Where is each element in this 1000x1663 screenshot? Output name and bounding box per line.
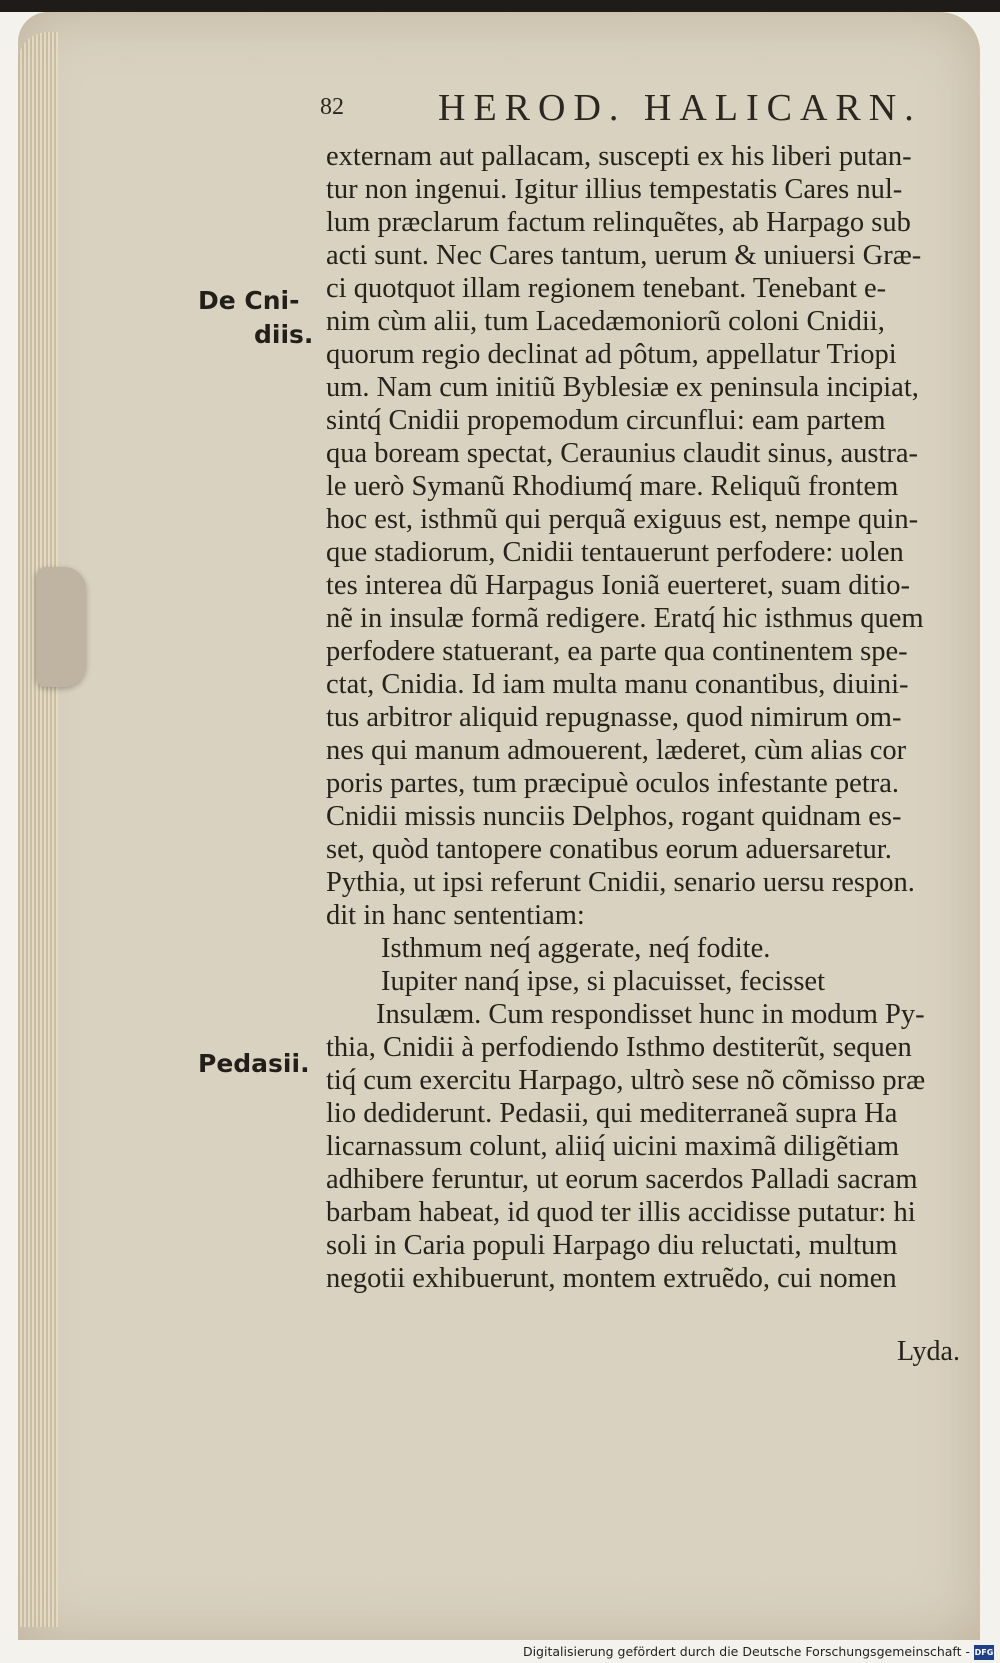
text-line: quorum regio declinat ad pôtum, appellatur Triopi bbox=[326, 339, 897, 370]
text-line: nes qui manum admouerent, læderet, cùm alias cor bbox=[326, 735, 907, 766]
text-line: adhibere feruntur, ut eorum sacerdos Palladi sacram bbox=[326, 1164, 918, 1195]
footer-credit: Digitalisierung gefördert durch die Deutsche Forschungsgemeinschaft - bbox=[522, 1644, 970, 1659]
text-line: perfodere statuerant, ea parte qua continentem spe- bbox=[326, 636, 908, 667]
running-head bbox=[320, 86, 940, 134]
text-line: nẽ in insulæ formã redigere. Eratq́ hic isthmus quem bbox=[326, 603, 924, 634]
margin-note-line: diis. bbox=[254, 319, 314, 349]
text-line: lio dediderunt. Pedasii, qui mediterraneã supra Ha bbox=[326, 1098, 898, 1129]
text-line: ci quotquot illam regionem tenebant. Tenebant e- bbox=[326, 273, 887, 304]
page-clip bbox=[36, 567, 86, 687]
digitization-footer bbox=[0, 1640, 1000, 1663]
main-text bbox=[326, 140, 966, 1295]
text-line: qua boream spectat, Ceraunius claudit sinus, austra- bbox=[326, 438, 918, 469]
text-line: le uerò Symanũ Rhodiumq́ mare. Reliquũ frontem bbox=[326, 471, 899, 502]
text-line: tiq́ cum exercitu Harpago, ultrò sese nõ cõmisso præ bbox=[326, 1065, 926, 1096]
verse-line: Isthmum neq́ aggerate, neq́ fodite. bbox=[381, 933, 771, 964]
text-line: licarnassum colunt, aliiq́ uicini maximã diligẽtiam bbox=[326, 1131, 900, 1162]
text-line: soli in Caria populi Harpago diu reluctati, multum bbox=[326, 1230, 898, 1261]
text-line: nim cùm alii, tum Lacedæmoniorũ coloni Cnidii, bbox=[326, 306, 885, 337]
text-line: negotii exhibuerunt, montem extruẽdo, cui nomen bbox=[326, 1263, 897, 1294]
margin-note-pedasii bbox=[198, 1047, 310, 1081]
margin-note-line: De Cni- bbox=[198, 286, 300, 315]
margin-note-line: Pedasii. bbox=[198, 1049, 310, 1078]
text-line: Insulæm. Cum respondisset hunc in modum Py- bbox=[376, 999, 925, 1030]
text-line: poris partes, tum præcipuè oculos infestante petra. bbox=[326, 768, 900, 799]
text-line: sintq́ Cnidii propemodum circunflui: eam partem bbox=[326, 405, 886, 436]
scan-top-edge bbox=[0, 0, 1000, 12]
catchword: Lyda. bbox=[897, 1336, 960, 1367]
text-line: dit in hanc sententiam: bbox=[326, 900, 585, 931]
text-line: um. Nam cum initiũ Byblesiæ ex peninsula incipiat, bbox=[326, 372, 919, 403]
text-line: acti sunt. Nec Cares tantum, uerum & uniuersi Græ- bbox=[326, 240, 922, 271]
text-line: barbam habeat, id quod ter illis accidisse putatur: hi bbox=[326, 1197, 916, 1228]
verse-line: Iupiter nanq́ ipse, si placuisset, fecisset bbox=[381, 966, 826, 997]
running-title: HEROD. HALICARN. bbox=[438, 87, 922, 129]
text-line: thia, Cnidii à perfodiendo Isthmo destiterũt, sequen bbox=[326, 1032, 912, 1063]
page-edges bbox=[18, 32, 58, 1627]
margin-note-cnidiis bbox=[198, 284, 313, 352]
text-line: que stadiorum, Cnidii tentauerunt perfodere: uolen bbox=[326, 537, 904, 568]
text-line: lum præclarum factum relinquẽtes, ab Harpago sub bbox=[326, 207, 911, 238]
text-line: Pythia, ut ipsi referunt Cnidii, senario uersu respon. bbox=[326, 867, 915, 898]
text-line: tes interea dũ Harpagus Ioniã euerteret, suam ditio- bbox=[326, 570, 911, 601]
page-number: 82 bbox=[320, 94, 344, 120]
text-line: tur non ingenui. Igitur illius tempestatis Cares nul- bbox=[326, 174, 903, 205]
text-line: tus arbitror aliquid repugnasse, quod nimirum om- bbox=[326, 702, 902, 733]
text-line: hoc est, isthmũ qui perquã exiguus est, nempe quin- bbox=[326, 504, 919, 535]
text-line: Cnidii missis nunciis Delphos, rogant quidnam es- bbox=[326, 801, 902, 832]
dfg-logo-icon: DFG bbox=[974, 1645, 994, 1660]
text-line: externam aut pallacam, suscepti ex his liberi putan- bbox=[326, 141, 912, 172]
text-line: set, quòd tantopere conatibus eorum aduersaretur. bbox=[326, 834, 892, 865]
text-line: ctat, Cnidia. Id iam multa manu conantibus, diuini- bbox=[326, 669, 909, 700]
